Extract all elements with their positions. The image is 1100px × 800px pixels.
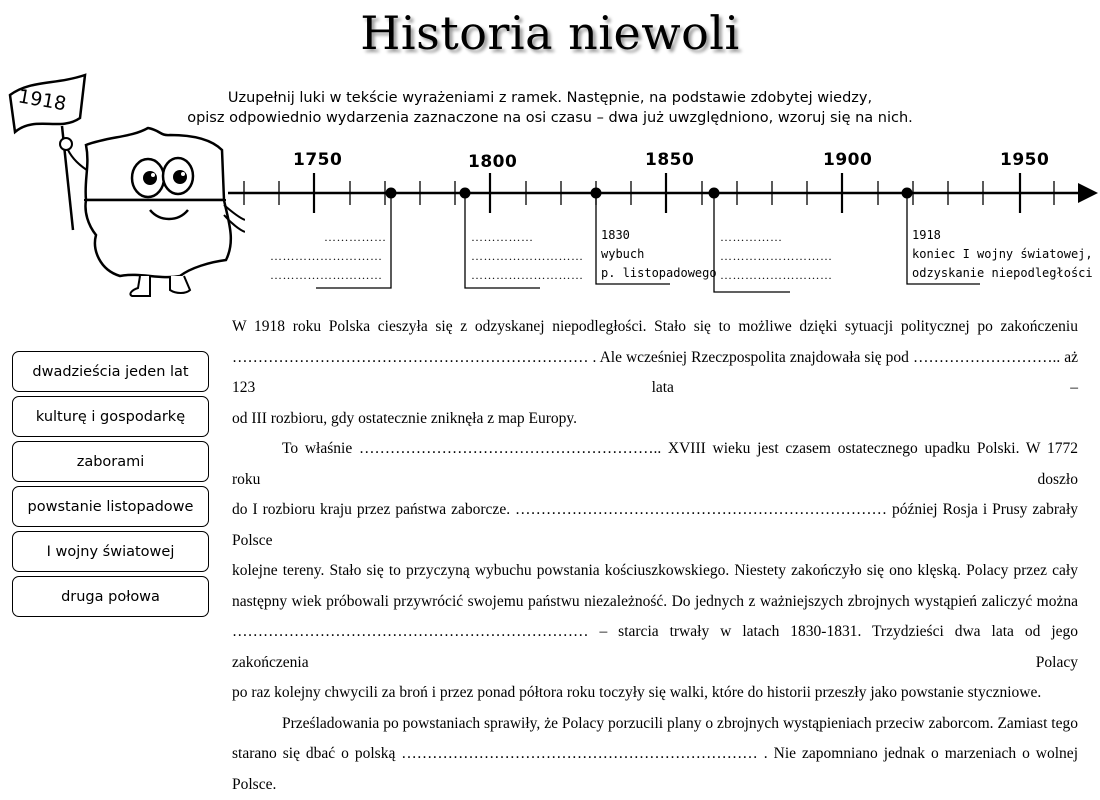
- event-year: 1918: [912, 228, 941, 242]
- event-line: wybuch: [601, 247, 645, 261]
- event-year: 1830: [601, 228, 630, 242]
- cloze-text: [232, 312, 1078, 800]
- text-line: starano się dbać o polską …………………………………………………………… . Nie zapomniano jednak o marzeniach o wolnej Polsce.: [232, 745, 1078, 793]
- timeline-year-1850: 1850: [645, 150, 695, 170]
- text-line: Prześladowania po powstaniach sprawiły, że Polacy porzucili plany o zbrojnych wystąpieniach przeciw zaborcom. Zamiast tego: [282, 714, 1078, 732]
- text-line: następny wiek próbowali przywrócić swojemu państwu niezależność. Do jednych z ważniejszych zbrojnych wystąpień zaliczyć można: [232, 592, 1078, 610]
- word-bank-item[interactable]: dwadzieścia jeden lat: [12, 351, 209, 392]
- timeline-blank: ………………………: [270, 268, 383, 282]
- event-line: odzyskanie niepodległości: [912, 266, 1093, 280]
- text-line: kolejne tereny. Stało się to przyczyną wybuchu powstania kościuszkowskiego. Niestety zakończyło się ono klęską. Polacy przez cały: [232, 562, 1078, 579]
- timeline-event-1830: [601, 226, 717, 283]
- page-title: Historia niewoli: [360, 6, 740, 60]
- event-line: p. listopadowego: [601, 266, 717, 280]
- text-line: do I rozbioru kraju przez państwa zaborcze. ……………………………………………………………… później Rosja i Prusy zabrały Polsce: [232, 501, 1078, 549]
- word-bank-item[interactable]: druga połowa: [12, 576, 209, 617]
- text-line: …………………………………………………………… . Ale wcześniej Rzeczpospolita znajdowała się pod ……………………….. aż 123 lata –: [232, 348, 1078, 396]
- timeline-blank: ………………………: [471, 249, 584, 263]
- flag-year: 1918: [16, 85, 68, 116]
- word-bank-item[interactable]: powstanie listopadowe: [12, 486, 209, 527]
- text-line: od III rozbioru, gdy ostatecznie zniknęła z map Europy.: [232, 409, 578, 427]
- word-bank-item[interactable]: I wojny światowej: [12, 531, 209, 572]
- instructions-line-1: Uzupełnij luki w tekście wyrażeniami z ramek. Następnie, na podstawie zdobytej wiedzy,: [227, 90, 873, 106]
- timeline-year-1900: 1900: [823, 150, 873, 170]
- timeline-blank: ………………………: [471, 268, 584, 282]
- timeline-year-1800: 1800: [468, 152, 518, 172]
- timeline-blank: ……………: [324, 230, 387, 244]
- timeline-blank: ……………: [471, 230, 534, 244]
- timeline-event-1918: [912, 226, 1093, 283]
- instructions-line-2: opisz odpowiednio wydarzenia zaznaczone na osi czasu – dwa już uwzględniono, wzoruj się na nich.: [187, 110, 913, 126]
- timeline-blank: ……………: [720, 230, 783, 244]
- timeline-year-1750: 1750: [293, 150, 343, 170]
- word-bank-item[interactable]: kulturę i gospodarkę: [12, 396, 209, 437]
- word-bank-item[interactable]: zaborami: [12, 441, 209, 482]
- event-line: koniec I wojny światowej,: [912, 247, 1093, 261]
- text-line: po raz kolejny chwycili za broń i przez ponad półtora roku toczyły się walki, które do historii przeszły jako powstanie styczniowe.: [232, 684, 1042, 701]
- timeline-year-1950: 1950: [1000, 150, 1050, 170]
- text-line: To właśnie ………………………………………………….. XVIII wieku jest czasem ostatecznego upadku Polski. W 1772 roku doszło: [232, 440, 1078, 488]
- timeline-blank: ………………………: [720, 268, 833, 282]
- timeline-blank: ………………………: [270, 249, 383, 263]
- timeline-blank: ………………………: [720, 249, 833, 263]
- text-line: …………………………………………………………… – starcia trwały w latach 1830-1831. Trzydzieści dwa lata od jego zakończenia Polacy: [232, 623, 1078, 671]
- text-line: W 1918 roku Polska cieszyła się z odzyskanej niepodległości. Stało się to możliwe dzięki sytuacji politycznej po zakończeniu: [232, 318, 1078, 335]
